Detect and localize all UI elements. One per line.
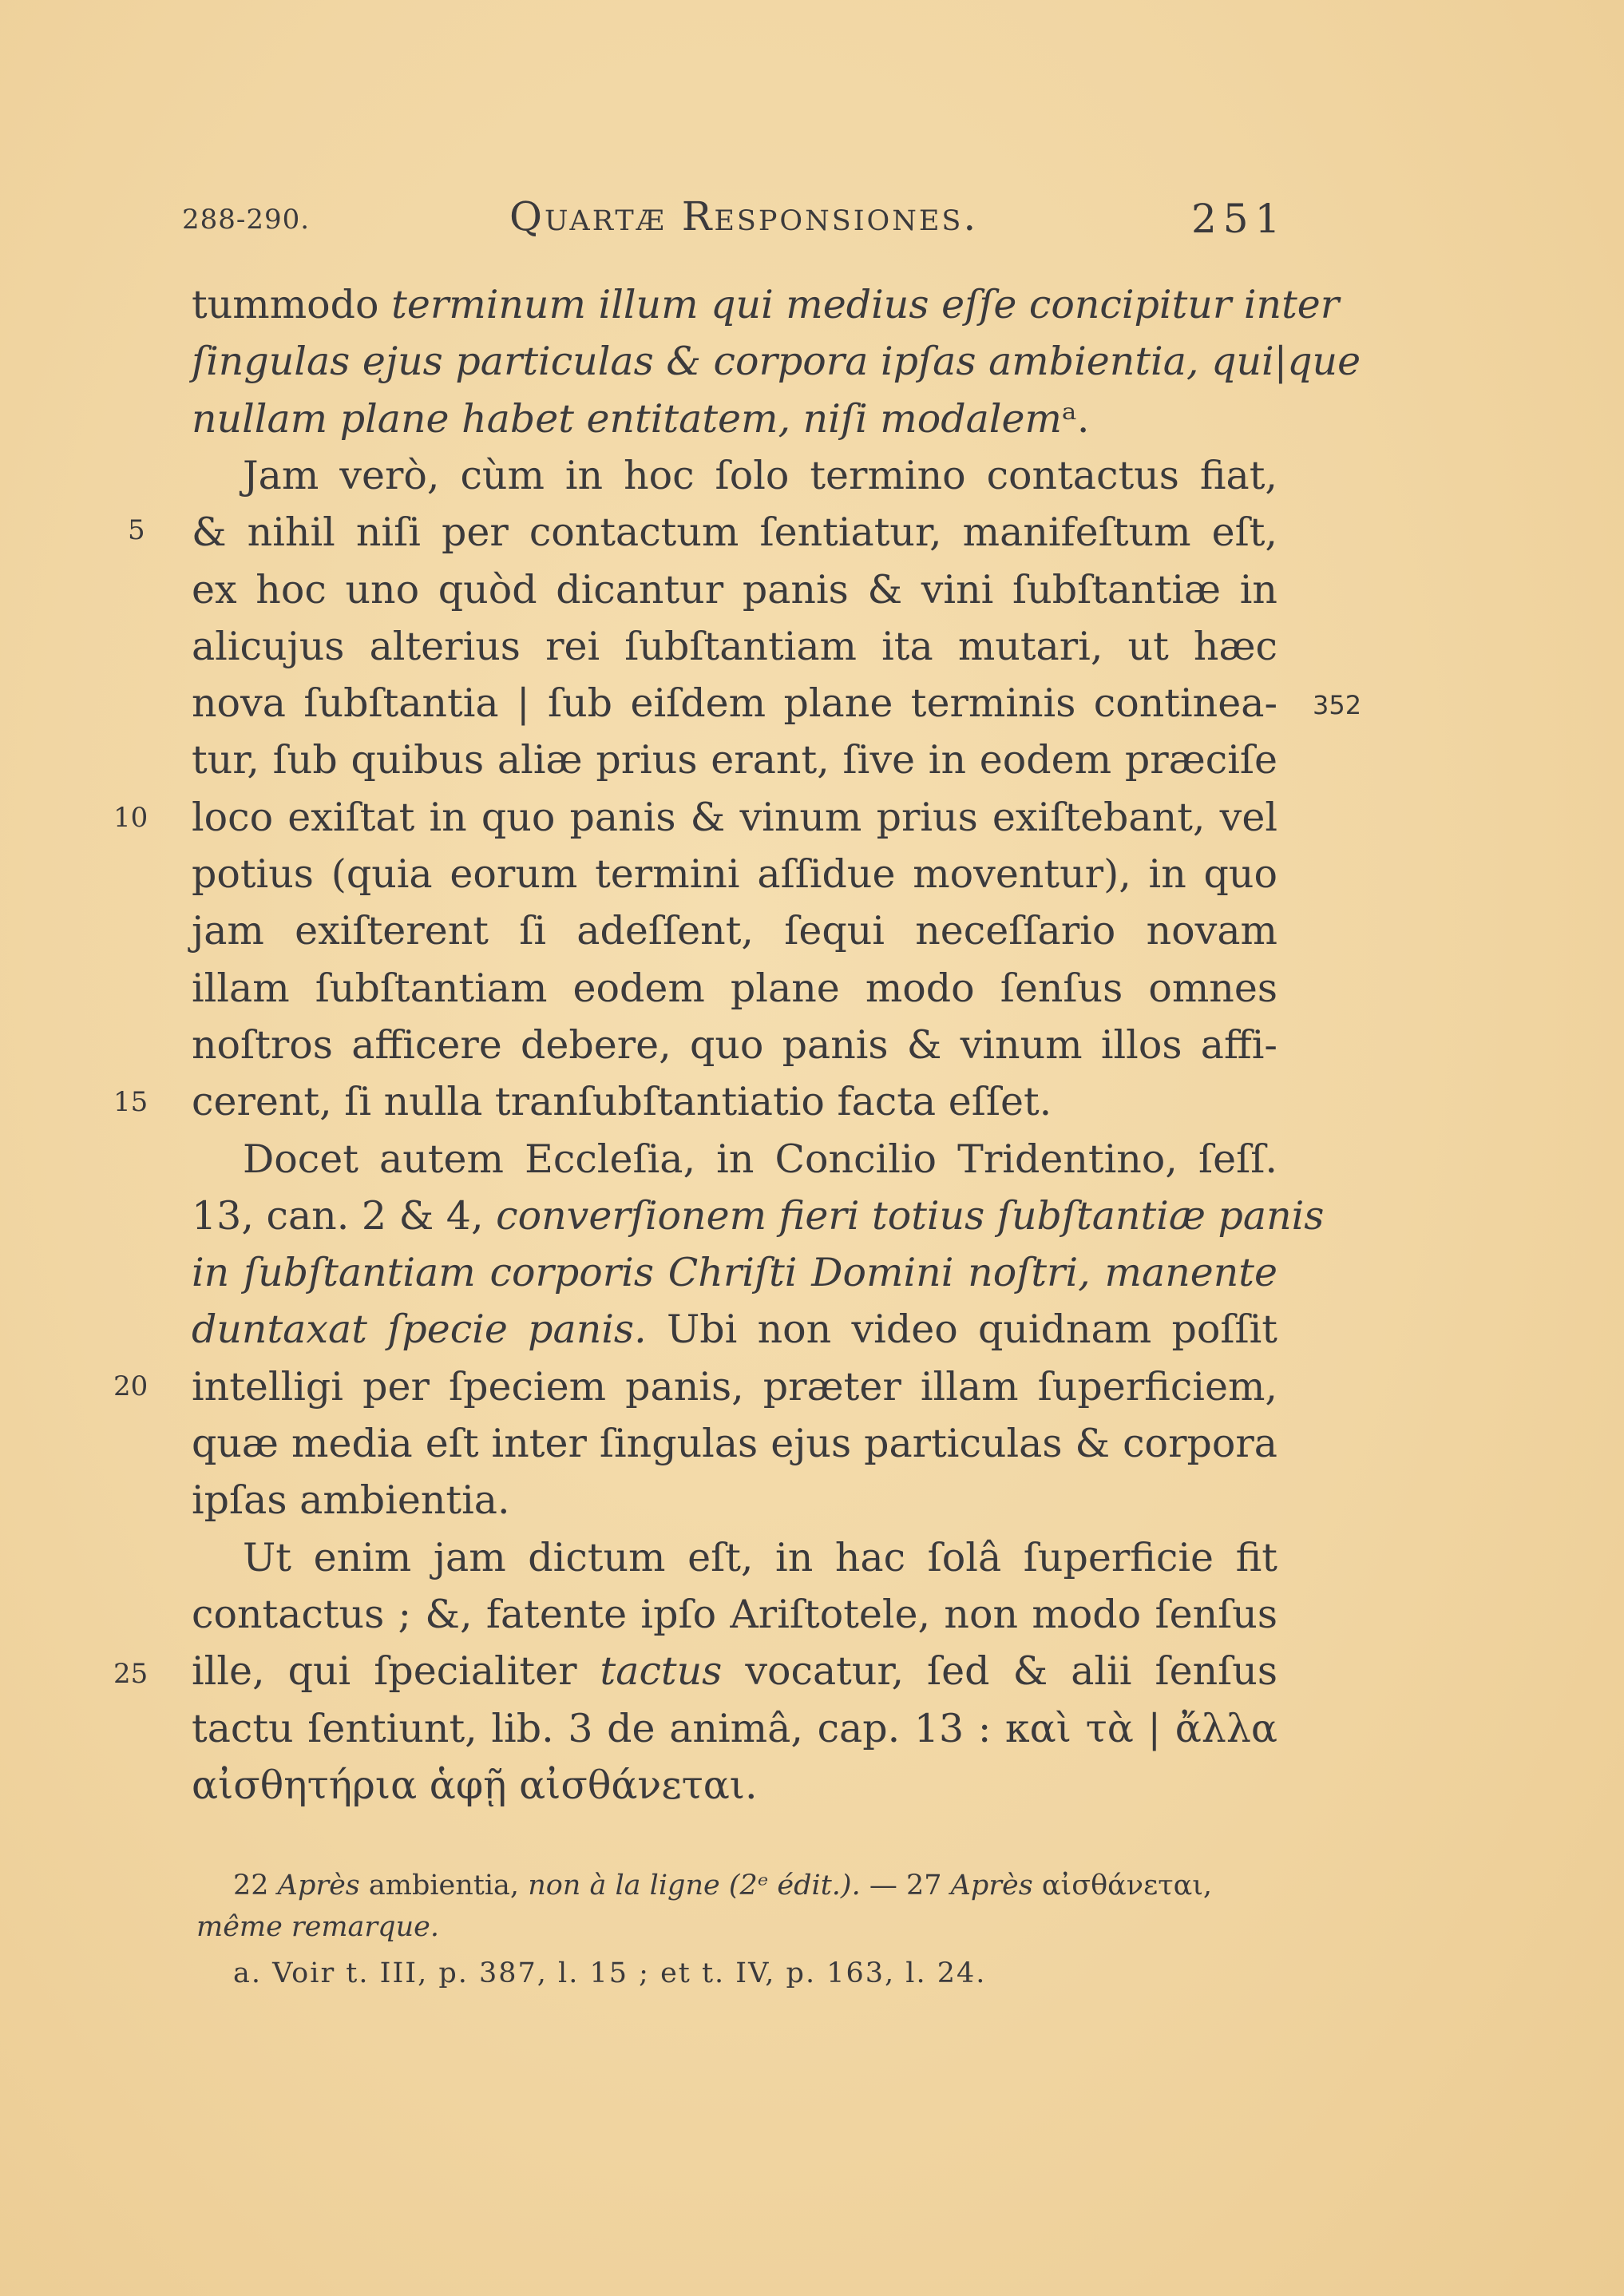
- roman-text: αἰσθάνεται,: [1032, 1870, 1213, 1901]
- roman-text: ex hoc uno quòd dicantur panis & vini ſubſtantiæ in: [192, 566, 1277, 613]
- text-line: [192, 1247, 1277, 1299]
- text-line: [192, 1304, 1277, 1355]
- text-line: [192, 450, 1277, 502]
- text-line: [192, 1020, 1277, 1071]
- roman-text: cerent, ſi nulla tranſubſtantiatio facta eſſet.: [192, 1079, 1052, 1125]
- roman-text: vocatur, ſed & alii ſenſus: [722, 1648, 1277, 1695]
- italic-text: même remarque.: [196, 1911, 439, 1943]
- text-line: [192, 1760, 1277, 1811]
- italic-text: nullam plane habet entitatem, niſi modalem: [192, 395, 1062, 442]
- text-line: [192, 621, 1277, 672]
- roman-text: ambientia,: [359, 1870, 529, 1901]
- variant-footnote-line: [233, 1866, 1212, 1905]
- roman-text: jam exiſterent ſi adeſſent, ſequi neceſſario novam: [192, 908, 1277, 954]
- text-line: [192, 1646, 1277, 1697]
- reference-footnote: a. Voir t. III, p. 387, l. 15 ; et t. IV, p. 163, l. 24.: [233, 1957, 987, 1989]
- line-number-20: 20: [113, 1370, 149, 1402]
- roman-text: Ubi non video quidnam poſſit: [646, 1307, 1277, 1353]
- roman-text: Jam verò, cùm in hoc ſolo termino contactus fiat,: [243, 452, 1277, 498]
- text-line: [192, 1589, 1277, 1640]
- roman-text: alicujus alterius rei ſubſtantiam ita mutari, ut hæc: [192, 623, 1277, 669]
- roman-text: tactu ſentiunt, lib. 3 de animâ, cap. 13 : καὶ τὰ | ἄλλα: [192, 1705, 1277, 1751]
- roman-text: nova ſubſtantia | ſub eiſdem plane terminis continea-: [192, 680, 1277, 727]
- roman-text: intelligi per ſpeciem panis, præter illam ſuperficiem,: [192, 1363, 1277, 1410]
- line-number-10: 10: [113, 802, 149, 834]
- italic-text: terminum illum qui medius eſſe concipitur inter: [391, 282, 1340, 327]
- text-line: [192, 1418, 1277, 1469]
- italic-text: converſionem fieri totius ſubſtantiæ panis: [496, 1192, 1325, 1239]
- italic-text: in ſubſtantiam corporis Chriſti Domini noſtri, manente: [192, 1250, 1277, 1296]
- text-line: [192, 963, 1277, 1014]
- roman-text: 22: [233, 1870, 278, 1901]
- roman-text: potius (quia eorum termini aſſidue moventur), in quo: [192, 851, 1277, 897]
- text-line: [192, 906, 1277, 957]
- text-line: [192, 678, 1277, 729]
- roman-text: ᵃ.: [1061, 395, 1090, 442]
- text-line: [192, 507, 1277, 558]
- roman-text: ipſas ambientia.: [192, 1477, 510, 1524]
- italic-text: tactus: [600, 1648, 723, 1695]
- roman-text: & nihil niſi per contactum ſentiatur, manifeſtum eſt,: [192, 510, 1277, 556]
- text-line: [192, 336, 1361, 387]
- roman-text: illam ſubſtantiam eodem plane modo ſenſus omnes: [192, 965, 1277, 1011]
- text-line: [192, 1475, 1277, 1526]
- roman-text: tummodo: [192, 282, 392, 327]
- roman-text: contactus ; &, fatente ipſo Ariſtotele, non modo ſenſus: [192, 1591, 1277, 1637]
- roman-text: quæ media eſt inter ſingulas ejus particulas & corpora: [192, 1421, 1277, 1466]
- roman-text: 13, can. 2 & 4,: [192, 1192, 497, 1239]
- text-line: [192, 1362, 1277, 1413]
- text-line: [192, 735, 1277, 786]
- text-line: [192, 1533, 1277, 1584]
- roman-text: αἰσθητήρια ἁφῇ αἰσθάνεται.: [192, 1762, 758, 1808]
- text-line: [192, 1077, 1277, 1128]
- italic-text: Après: [277, 1870, 360, 1901]
- text-line: [192, 792, 1277, 843]
- line-number-5: 5: [128, 514, 145, 546]
- variant-footnote-line: [196, 1907, 439, 1947]
- text-line: [192, 1703, 1277, 1755]
- page-number: 251: [1191, 196, 1287, 242]
- roman-text: Docet autem Eccleſia, in Concilio Tridentino, ſeſſ.: [243, 1136, 1277, 1182]
- italic-text: non à la ligne (2ᵉ édit.).: [528, 1870, 861, 1901]
- line-number-15: 15: [113, 1086, 149, 1118]
- margin-page-reference: 352: [1313, 690, 1362, 720]
- header-page-range: 288-290.: [182, 204, 311, 236]
- italic-text: ſingulas ejus particulas & corpora ipſas ambientia, qui|que: [192, 339, 1361, 385]
- text-line: [192, 849, 1277, 900]
- roman-text: noſtros afficere debere, quo panis & vinum illos affi-: [192, 1021, 1277, 1068]
- text-line: [192, 565, 1277, 616]
- italic-text: Après: [950, 1870, 1033, 1901]
- roman-text: — 27: [860, 1870, 951, 1901]
- roman-text: tur, ſub quibus aliæ prius erant, ſive in eodem præciſe: [192, 737, 1277, 783]
- text-line: [192, 280, 1340, 331]
- italic-text: duntaxat ſpecie panis.: [192, 1307, 647, 1353]
- running-title: Quartæ Responsiones.: [509, 193, 979, 240]
- roman-text: ille, qui ſpecialiter: [192, 1648, 600, 1695]
- roman-text: Ut enim jam dictum eſt, in hac ſolâ ſuperficie fit: [243, 1534, 1277, 1580]
- text-line: [192, 1134, 1277, 1185]
- text-line: [192, 1191, 1325, 1242]
- roman-text: loco exiſtat in quo panis & vinum prius exiſtebant, vel: [192, 794, 1277, 840]
- line-number-25: 25: [113, 1658, 149, 1690]
- text-line: [192, 394, 1277, 445]
